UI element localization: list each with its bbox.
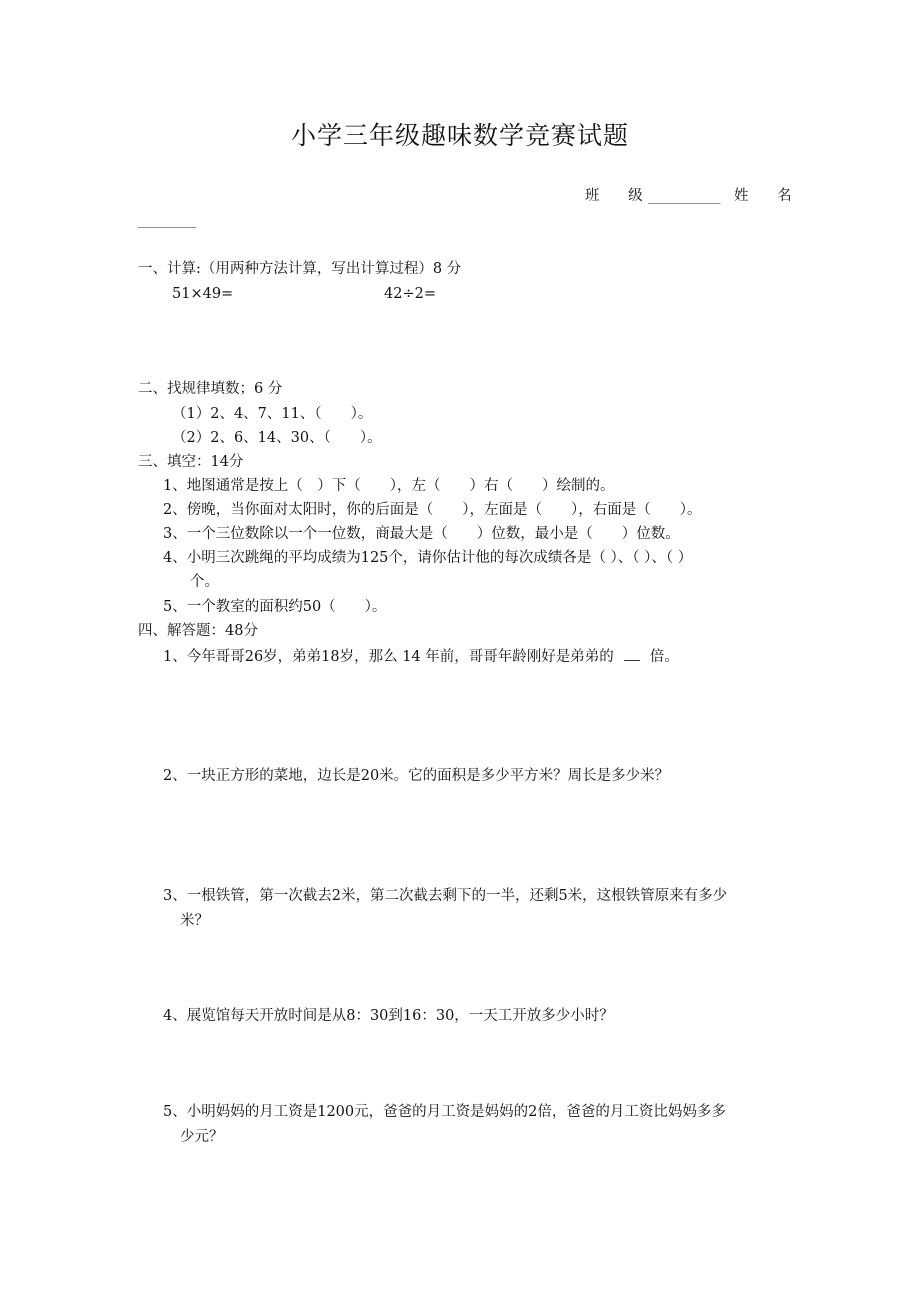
- section-3-heading: 三、填空：14分: [138, 454, 244, 470]
- answer-question-1: 1、今年哥哥26岁，弟弟18岁，那么 14 年前，哥哥年龄刚好是弟弟的 倍。: [163, 646, 679, 667]
- pattern-item-2: （2）2、6、14、30、（ ）。: [172, 430, 382, 446]
- fill-question-5: 5、一个教室的面积约50（ ）。: [163, 599, 387, 615]
- answer-question-5-cont: 少元？: [180, 1129, 224, 1145]
- name-blank[interactable]: ________: [138, 212, 196, 228]
- fill-question-4: 4、小明三次跳绳的平均成绩为125个，请你估计他的每次成绩各是（ ）、（ ）、（ ）: [163, 550, 693, 566]
- pattern-item-1: （1）2、4、7、11、（ ）。: [172, 406, 373, 422]
- section-1-heading: 一、计算:（用两种方法计算，写出计算过程）8 分: [138, 261, 462, 277]
- class-blank[interactable]: __________: [648, 188, 721, 204]
- answer-question-3: 3、一根铁管，第一次截去2米，第二次截去剩下的一半，还剩5米，这根铁管原来有多少: [163, 888, 728, 904]
- fill-question-2: 2、傍晚，当你面对太阳时，你的后面是（ ），左面是（ ），右面是（ ）。: [163, 502, 702, 518]
- name-label: 姓 名: [734, 188, 804, 204]
- page-title: 小学三年级趣味数学竞赛试题: [290, 121, 629, 150]
- calc-expression-1: 51×49=: [172, 286, 234, 302]
- answer-question-4: 4、展览馆每天开放时间是从8：30到16：30，一天工开放多少小时？: [163, 1008, 614, 1024]
- fill-question-4-cont: 个。: [190, 574, 219, 590]
- fill-question-1: 1、地图通常是按上（ ）下（ ），左（ ）右（ ）绘制的。: [163, 478, 615, 494]
- answer-blank[interactable]: [624, 646, 640, 661]
- section-2-heading: 二、找规律填数；6 分: [138, 381, 283, 397]
- class-label: 班 级: [585, 188, 655, 204]
- answer-question-5: 5、小明妈妈的月工资是1200元，爸爸的月工资是妈妈的2倍，爸爸的月工资比妈妈多多: [163, 1104, 726, 1120]
- answer-question-3-cont: 米？: [180, 913, 209, 929]
- section-4-heading: 四、解答题：48分: [138, 623, 258, 639]
- answer-question-2: 2、一块正方形的菜地，边长是20米。它的面积是多少平方米？周长是多少米？: [163, 768, 670, 784]
- calc-expression-2: 42÷2=: [384, 286, 436, 302]
- fill-question-3: 3、一个三位数除以一个一位数，商最大是（ ）位数，最小是（ ）位数。: [163, 526, 680, 542]
